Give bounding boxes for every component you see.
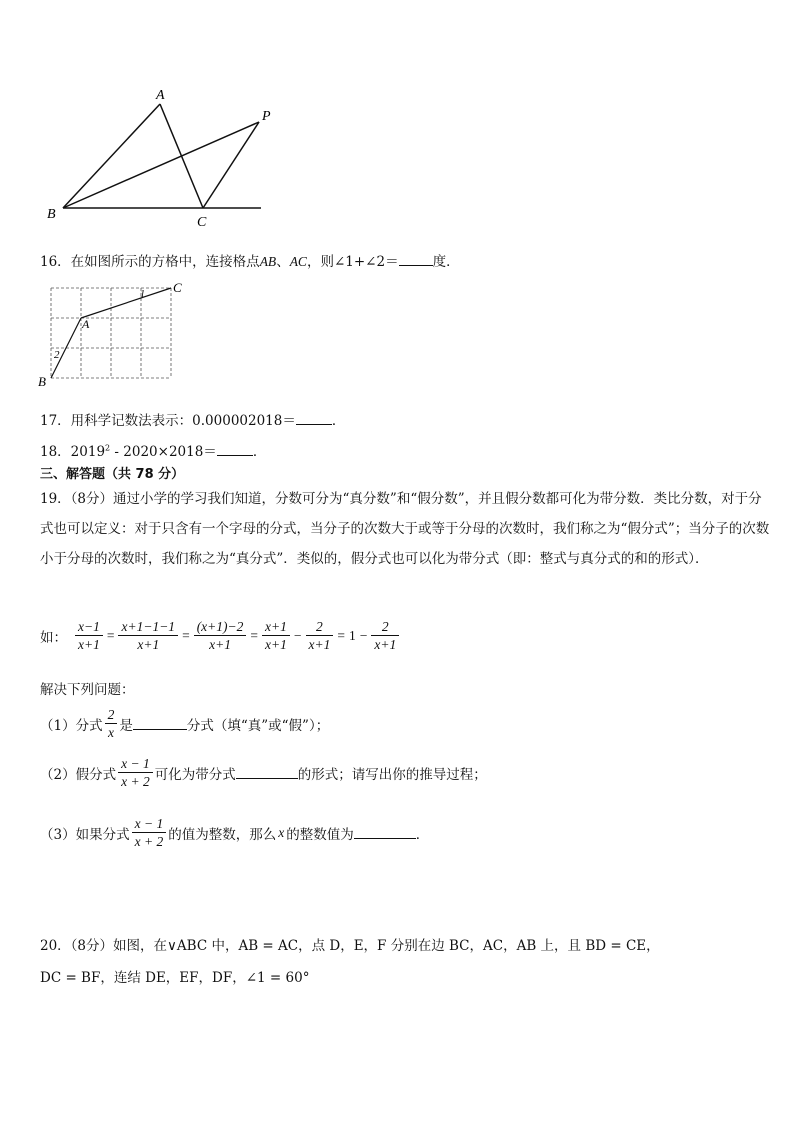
- question-17: 17．用科学记数法表示：0.000002018＝ ．: [40, 413, 346, 429]
- label-b: B: [47, 207, 56, 222]
- question-19-paragraph: 19．（8分）通过小学的学习我们知道，分数可分为“真分数”和“假分数”，并且假分数都可化为带分数．类比分数，对于分式也可以定义：对于只含有一个字母的分式，当分子的次数大于或等于分母的次数时，我们称之为“假分式”；当分子的次数小于分母的次数时，我们称之为“真分式”．类似的，假分式也可以化为带分式（即：整式与真分式的和的形式）．: [40, 491, 770, 567]
- question-20-line-2: DC = BF，连结 DE，EF，DF，∠1 = 60°: [40, 970, 310, 986]
- triangle-figure-15: [40, 80, 300, 230]
- label-p: P: [262, 109, 271, 124]
- question-18: 18．2019$^2$ - 2020×2018＝ ．: [40, 443, 267, 460]
- solve-label: 解决下列问题：: [40, 682, 135, 698]
- label-a: A: [156, 88, 165, 103]
- section-heading: 三、解答题（共 78 分）: [40, 467, 185, 482]
- answer-blank-19-1[interactable]: [133, 717, 187, 730]
- answer-blank-19-2[interactable]: [236, 766, 298, 779]
- answer-blank-16[interactable]: [399, 253, 433, 266]
- example-equation: 如： $\frac{x-1}{x+1}$ = $\frac{x+1-1-1}{x+1}$ = $\frac{(x+1)-2}{x+1}$ = $\frac{x+1}{x+1}$ − $\frac{2}{x+1}$ = 1 − $\frac{2}{x+1}$: [40, 618, 401, 653]
- question-19-part-3: （3）如果分式 $\frac{x - 1}{x + 2}$ 的值为整数，那么 x 的整数值为 ．: [40, 816, 430, 849]
- grid-figure-16: [36, 278, 196, 390]
- answer-blank-17[interactable]: [296, 412, 332, 425]
- grid-angle-2: 2: [54, 349, 60, 361]
- question-19-part-2: （2）假分式 $\frac{x - 1}{x + 2}$ 可化为带分式 的形式；请写出你的推导过程；: [40, 756, 487, 789]
- grid-angle-1: 1: [140, 289, 145, 300]
- question-16: 16．在如图所示的方格中，连接格点AB、AC，则∠1+∠2＝ 度．: [40, 254, 460, 270]
- grid-label-c: C: [173, 280, 182, 295]
- answer-blank-19-3[interactable]: [354, 826, 416, 839]
- answer-blank-18[interactable]: [217, 443, 253, 456]
- grid-label-a: A: [82, 317, 90, 331]
- question-20-line-1: 20．（8分）如图，在∨ABC 中，AB = AC，点 D，E，F 分别在边 BC，AC，AB 上，且 BD = CE，: [40, 938, 660, 954]
- question-19-part-1: （1）分式 $\frac{2}{x}$ 是 分式（填“真”或“假”）；: [40, 707, 330, 740]
- grid-label-b: B: [38, 374, 46, 389]
- label-c: C: [197, 215, 207, 230]
